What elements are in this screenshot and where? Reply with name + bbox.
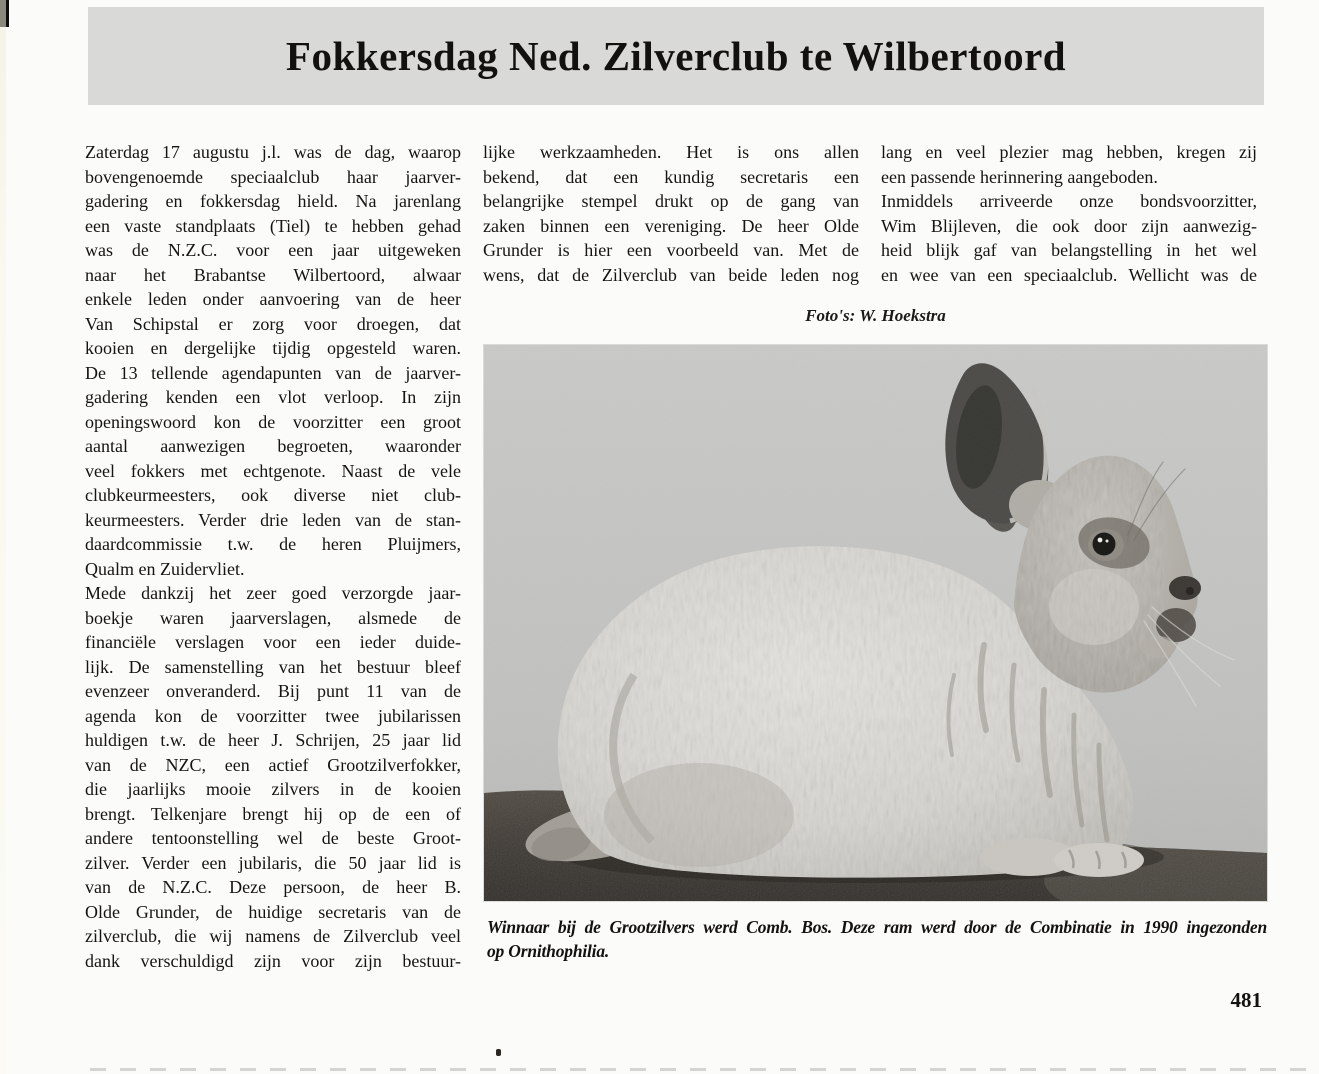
text-line: wens, dat de Zilverclub van beide leden nog xyxy=(483,264,859,285)
text-line: Mede dankzij het zeer goed verzorgde jaar- xyxy=(85,583,461,603)
scan-bottom-edge xyxy=(90,1068,1319,1071)
text-line: van de N.Z.C. Deze persoon, de heer B. xyxy=(85,877,461,897)
text-line: huldigen t.w. de heer J. Schrijen, 25 jaar lid xyxy=(85,730,461,750)
title-banner xyxy=(88,7,1264,105)
text-line: andere tentoonstelling wel de beste Groot- xyxy=(85,828,461,848)
page-number: 481 xyxy=(1230,988,1262,1012)
text-line: lang en veel plezier mag hebben, kregen zij xyxy=(881,142,1257,162)
text-line: zilver. Verder een jubilaris, die 50 jaar lid is xyxy=(85,852,461,873)
text-line: Zaterdag 17 augustu j.l. was de dag, waarop xyxy=(85,142,461,162)
text-line: veel fokkers met echtgenote. Naast de vele xyxy=(85,460,461,481)
text-line: Olde Grunder, de huidige secretaris van de xyxy=(85,901,461,922)
text-line: aantal aanwezigen begroeten, waaronder xyxy=(85,436,461,456)
text-line: clubkeurmeesters, ook diverse niet club- xyxy=(85,485,461,505)
text-line: openingswoord kon de voorzitter een groot xyxy=(85,411,461,432)
text-line: naar het Brabantse Wilbertoord, alwaar xyxy=(85,264,461,285)
article-column-1 xyxy=(85,140,461,973)
text-line: zaken binnen een vereniging. De heer Olde xyxy=(483,215,859,236)
text-line: die jaarlijks mooie zilvers in de kooien xyxy=(85,779,461,799)
text-line: daardcommissie t.w. de heren Pluijmers, xyxy=(85,534,461,554)
text-line: Van Schipstal er zorg voor droegen, dat xyxy=(85,313,461,334)
text-line: De 13 tellende agendapunten van de jaarver- xyxy=(85,362,461,383)
text-line: gadering en fokkersdag hield. Na jarenlang xyxy=(85,191,461,211)
text-line: brengt. Telkenjare brengt hij op de een of xyxy=(85,803,461,824)
text-line: gadering kenden een vlot verloop. In zijn xyxy=(85,387,461,407)
text-line: lijke werkzaamheden. Het is ons allen xyxy=(483,142,859,162)
text-line: zilverclub, die wij namens de Zilverclub veel xyxy=(85,926,461,946)
text-line: van de NZC, een actief Grootzilverfokker, xyxy=(85,754,461,775)
scan-edge-tint xyxy=(0,0,6,1074)
text-line: bekend, dat een kundig secretaris een xyxy=(483,166,859,187)
page-title: Fokkersdag Ned. Zilverclub te Wilbertoord xyxy=(285,33,1067,79)
rabbit-photo-illustration xyxy=(484,345,1267,901)
text-line: en wee van een speciaalclub. Wellicht was de xyxy=(881,264,1257,285)
text-line: Qualm en Zuidervliet. xyxy=(85,558,245,579)
text-line: Wim Blijleven, die ook door zijn aanwezig- xyxy=(881,215,1257,236)
scan-speck xyxy=(496,1049,501,1056)
text-line: was de N.Z.C. voor een jaar uitgeweken xyxy=(85,240,461,260)
text-line: Winnaar bij de Grootzilvers werd Comb. Bos. Deze ram werd door de Combinatie in 1990 ingezonden xyxy=(487,917,1267,937)
text-line: Grunder is hier een voorbeeld van. Met de xyxy=(483,240,859,260)
text-line: dank verschuldigd zijn voor zijn bestuur- xyxy=(85,950,461,971)
text-line: heid blijk gaf van belangstelling in het wel xyxy=(881,240,1257,260)
text-line: enkele leden onder aanvoering van de heer xyxy=(85,289,461,309)
text-line: belangrijke stempel drukt op de gang van xyxy=(483,191,859,211)
text-line: lijk. De samenstelling van het bestuur bleef xyxy=(85,656,461,677)
text-line: Inmiddels arriveerde onze bondsvoorzitter, xyxy=(881,191,1257,211)
text-line: bovengenoemde speciaalclub haar jaarver- xyxy=(85,166,461,187)
text-line: een passende herinnering aangeboden. xyxy=(881,166,1158,187)
text-line: kooien en dergelijke tijdig opgesteld waren. xyxy=(85,338,461,358)
text-line: evenzeer onveranderd. Bij punt 11 van de xyxy=(85,681,461,701)
text-line: keurmeesters. Verder drie leden van de stan- xyxy=(85,509,461,530)
photo-caption xyxy=(487,916,1267,963)
article-column-2 xyxy=(483,140,859,287)
text-line: op Ornithophilia. xyxy=(487,940,610,961)
text-line: een vaste standplaats (Tiel) te hebben gehad xyxy=(85,215,461,236)
article-column-3 xyxy=(881,140,1257,287)
text-line: boekje waren jaarverslagen, alsmede de xyxy=(85,607,461,628)
text-line: financiële verslagen voor een ieder duide- xyxy=(85,632,461,652)
photo-credit: Foto's: W. Hoekstra xyxy=(805,306,946,325)
rabbit-photo xyxy=(484,345,1267,901)
text-line: agenda kon de voorzitter twee jubilarissen xyxy=(85,705,461,726)
